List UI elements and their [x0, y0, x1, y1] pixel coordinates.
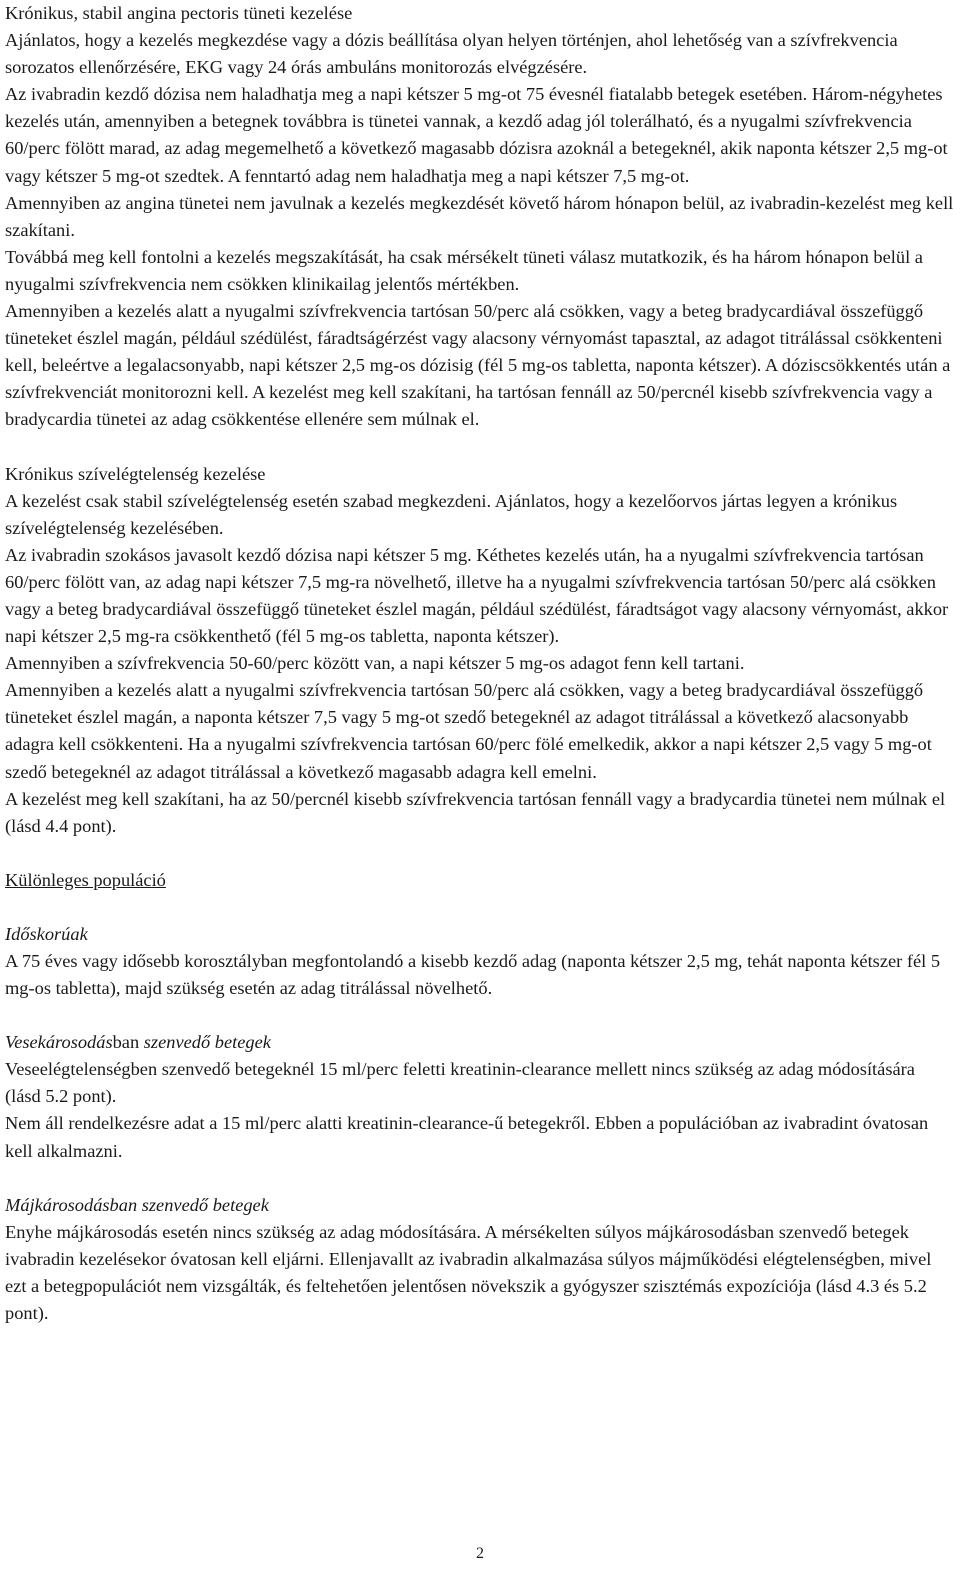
paragraph: Amennyiben az angina tünetei nem javulnak a kezelés megkezdését követő három hónapon belül, az ivabradin-kezelést meg kell szakítani. [5, 192, 954, 240]
subheading-elderly: Időskorúak [5, 923, 88, 944]
paragraph: Veseelégtelenségben szenvedő betegeknél 15 ml/perc feletti kreatinin-clearance mellett nincs szükség az adag módosítására (lásd 5.2 pont). [5, 1059, 915, 1107]
paragraph: A 75 éves vagy idősebb korosztályban megfontolandó a kisebb kezdő adag (naponta kétszer 2,5 mg, tehát naponta kétszer fél 5 mg-os tabletta), majd szükség esetén az adag titrálással növelhető. [5, 951, 941, 999]
paragraph: Az ivabradin szokásos javasolt kezdő dózisa napi kétszer 5 mg. Kéthetes kezelés után, ha a nyugalmi szívfrekvencia tartósan 60/perc fölött van, az adag napi kétszer 7,5 mg-ra növelhető, illetve ha a nyugalmi szívfrekvencia tartósan 50/perc alá csökken vagy a beteg bradycardiával összefüggő tüneteket észlel magán, például szédülést, fáradtságot vagy alacsony vérnyomást, akkor napi kétszer 2,5 mg-ra csökkenthető (fél 5 mg-os tabletta, naponta kétszer). [5, 544, 949, 647]
paragraph: Továbbá meg kell fontolni a kezelés megszakítását, ha csak mérsékelt tüneti válasz mutatkozik, és ha három hónapon belül a nyugalmi szívfrekvencia nem csökken klinikailag jelentős mértékben. [5, 246, 923, 294]
paragraph: A kezelést csak stabil szívelégtelenség esetén szabad megkezdeni. Ajánlatos, hogy a kezelőorvos jártas legyen a krónikus szívelégtelenség kezelésében. [5, 490, 898, 538]
paragraph: Nem áll rendelkezésre adat a 15 ml/perc alatti kreatinin-clearance-ű betegekről. Ebben a populációban az ivabradint óvatosan kell alkalmazni. [5, 1113, 929, 1161]
paragraph: Ajánlatos, hogy a kezelés megkezdése vagy a dózis beállítása olyan helyen történjen, ahol lehetőség van a szívfrekvencia sorozatos ellenőrzésére, EKG vagy 24 órás ambuláns monitorozás elvégzésére. [5, 30, 898, 78]
paragraph: Amennyiben a szívfrekvencia 50-60/perc között van, a napi kétszer 5 mg-os adagot fenn kell tartani. [5, 653, 745, 674]
paragraph: Enyhe májkárosodás esetén nincs szükség az adag módosítására. A mérsékelten súlyos májkárosodásban szenvedő betegek ivabradin kezelésekor óvatosan kell eljárni. Ellenjavallt az ivabradin alkalmazása súlyos májműködési elégtelenségben, mivel ezt a betegpopulációt nem vizsgálták, és feltehetően jelentősen növekszik a gyógyszer szisztémás expozíciója (lásd 4.3 és 5.2 pont). [5, 1221, 932, 1324]
subheading-hepatic: Májkárosodásban szenvedő betegek [5, 1194, 269, 1215]
page-number: 2 [476, 1545, 484, 1562]
paragraph: A kezelést meg kell szakítani, ha az 50/percnél kisebb szívfrekvencia tartósan fennáll vagy a bradycardia tünetei nem múlnak el (lásd 4.4 pont). [5, 788, 946, 836]
document-page [5, 0, 955, 1327]
paragraph: Amennyiben a kezelés alatt a nyugalmi szívfrekvencia tartósan 50/perc alá csökken, vagy a beteg bradycardiával összefüggő tüneteket észlel magán, például szédülést, fáradtságérzést vagy alacsony vérnyomást tapasztal, az adagot titrálással csökkenteni kell, beleértve a legalacsonyabb, napi kétszer 2,5 mg-os dózisig (fél 5 mg-os tabletta, naponta kétszer). A dóziscsökkentés után a szívfrekvenciát monitorozni kell. A kezelést meg kell szakítani, ha tartósan fennáll az 50/percnél kisebb szívfrekvencia vagy a bradycardia tünetei az adag csökkentése ellenére sem múlnak el. [5, 301, 951, 430]
subheading-renal [5, 1029, 955, 1056]
section-heading-stable-angina: Krónikus, stabil angina pectoris tüneti kezelése [5, 3, 353, 23]
section-heading-heart-failure: Krónikus szívelégtelenség kezelése [5, 463, 266, 484]
subheading-renal-part: ban [112, 1032, 140, 1053]
paragraph: Az ivabradin kezdő dózisa nem haladhatja meg a napi kétszer 5 mg-ot 75 évesnél fiatalabb betegek esetében. Három-négyhetes kezelés után, amennyiben a betegnek továbbra is tünetei vannak, a kezdő adag jól tolerálható, és a nyugalmi szívfrekvencia 60/perc fölött marad, az adag megemelhető a következő magasabb dózisra azoknál a betegeknél, akik naponta kétszer 2,5 mg-ot vagy kétszer 5 mg-ot szedtek. A fenntartó adag nem haladhatja meg a napi kétszer 7,5 mg-ot. [5, 84, 948, 186]
section-heading-special-population: Különleges populáció [5, 869, 166, 890]
paragraph: Amennyiben a kezelés alatt a nyugalmi szívfrekvencia tartósan 50/perc alá csökken, vagy a beteg bradycardiával összefüggő tüneteket észlel magán, a naponta kétszer 7,5 vagy 5 mg-ot szedő betegeknél az adagot titrálással a következő alacsonyabb adagra kell csökkenteni. Ha a nyugalmi szívfrekvencia tartósan 60/perc fölé emelkedik, akkor a napi kétszer 2,5 vagy 5 mg-ot szedő betegeknél az adagot titrálással a következő magasabb adagra kell emelni. [5, 680, 932, 782]
subheading-renal-part: Vesekárosodás [5, 1032, 113, 1053]
subheading-renal-part: szenvedő betegek [139, 1032, 271, 1053]
